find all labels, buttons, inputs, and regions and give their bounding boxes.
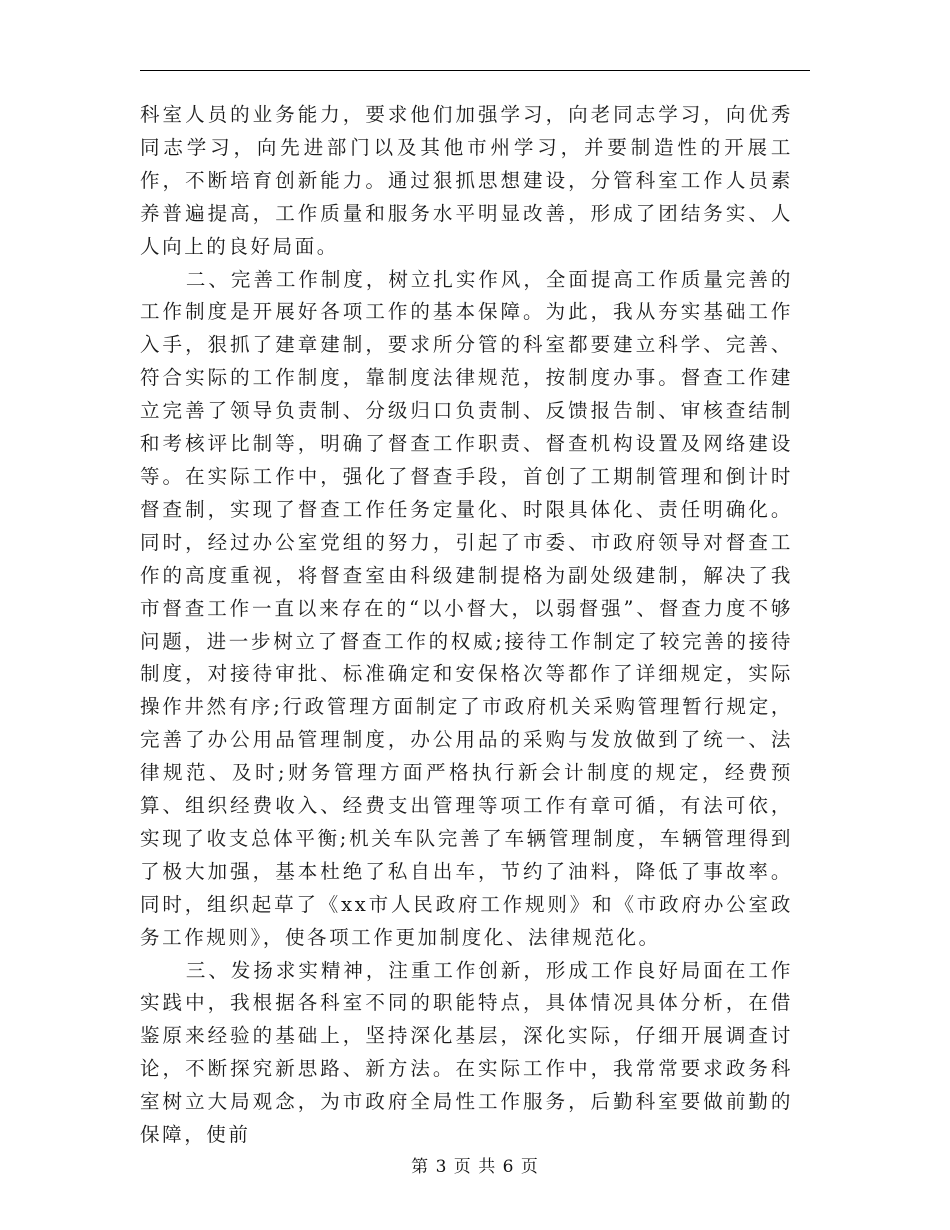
header-rule bbox=[140, 70, 810, 71]
paragraph-1: 科室人员的业务能力，要求他们加强学习，向老同志学习，向优秀同志学习，向先进部门以及其他市州学习，并要制造性的开展工作，不断培育创新能力。通过狠抓思想建设，分管科室工作人员素养普遍提高，工作质量和服务水平明显改善，形成了团结务实、人人向上的良好局面。 bbox=[140, 103, 793, 258]
document-body bbox=[140, 99, 793, 1152]
paragraph-2: 二、完善工作制度，树立扎实作风，全面提高工作质量完善的工作制度是开展好各项工作的基本保障。为此，我从夯实基础工作入手，狠抓了建章建制，要求所分管的科室都要建立科学、完善、符合实际的工作制度，靠制度法律规范，按制度办事。督查工作建立完善了领导负责制、分级归口负责制、反馈报告制、审核查结制和考核评比制等，明确了督查工作职责、督查机构设置及网络建设等。在实际工作中，强化了督查手段，首创了工期制管理和倒计时督查制，实现了督查工作任务定量化、时限具体化、责任明确化。同时，经过办公室党组的努力，引起了市委、市政府领导对督查工作的高度重视，将督查室由科级建制提格为副处级建制，解决了我市督查工作一直以来存在的“以小督大，以弱督强”、督查力度不够问题，进一步树立了督查工作的权威;接待工作制定了较完善的接待制度，对接待审批、标准确定和安保格次等都作了详细规定，实际操作井然有序;行政管理方面制定了市政府机关采购管理暂行规定，完善了办公用品管理制度，办公用品的采购与发放做到了统一、法律规范、及时;财务管理方面严格执行新会计制度的规定，经费预算、组织经费收入、经费支出管理等项工作有章可循，有法可依，实现了收支总体平衡;机关车队完善了车辆管理制度，车辆管理得到了极大加强，基本杜绝了私自出车，节约了油料，降低了事故率。同时，组织起草了《xx市人民政府工作规则》和《市政府办公室政务工作规则》，使各项工作更加制度化、法律规范化。 bbox=[140, 267, 793, 949]
paragraph-3: 三、发扬求实精神，注重工作创新，形成工作良好局面在工作实践中，我根据各科室不同的职能特点，具体情况具体分析，在借鉴原来经验的基础上，坚持深化基层，深化实际，仔细开展调查讨论，不断探究新思路、新方法。在实际工作中，我常常要求政务科室树立大局观念，为市政府全局性工作服务，后勤科室要做前勤的保障，使前 bbox=[140, 958, 793, 1147]
page-number-footer: 第 3 页 共 6 页 bbox=[411, 1157, 539, 1177]
